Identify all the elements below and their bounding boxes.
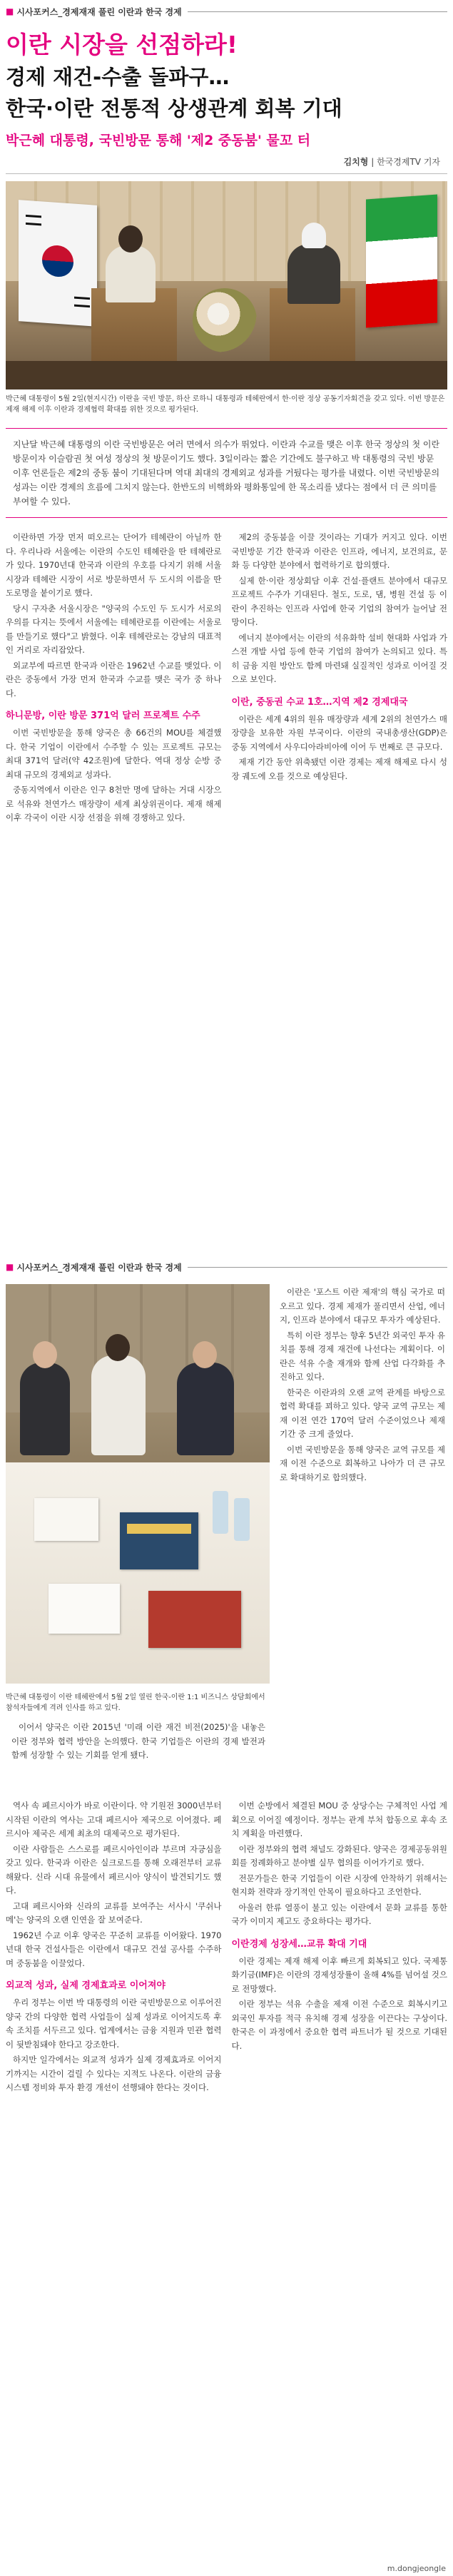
byline-affiliation: 한국경제TV 기자 [377, 157, 440, 167]
paragraph: 고대 페르시아와 신라의 교류를 보여주는 서사시 '쿠쉬나메'는 양국의 오랜 인연을 잘 보여준다. [6, 1900, 222, 1925]
attendee-figure [91, 1355, 146, 1455]
flower-arrangement [193, 288, 257, 352]
business-meeting-photo [6, 1284, 270, 1684]
lead-paragraph: 지난달 박근혜 대통령의 이란 국빈방문은 여러 면에서 의수가 뛰었다. 이란과 수교를 맺은 이후 한국 정상의 첫 이란 방문이자 이슬람권 첫 여성 정상의 첫 방문이기도 했다. 3일이라는 짧은 기간에도 불구하고 박 대통령의 국빈 방문 이후 언론들은 제2의 중동 붐이 기대된다며 역대 최대의 경제외교 성과를 거뒀다는 평가를 내렸다. 이번 국빈방문의 성과는 이란 경제의 흐름에 그치지 않는다. 한반도의 비핵화와 평화통일에 한 목소리를 냈다는 점에서 더 큰 의미를 부여할 수 있다. [6, 428, 447, 518]
iran-flag-icon [366, 195, 437, 328]
subheading: 하니문방, 이란 방문 371억 달러 프로젝트 수주 [6, 711, 200, 721]
section-header-1 [0, 1, 453, 21]
paragraph: 이번 순방에서 체결된 MOU 중 상당수는 구체적인 사업 계획으로 이어질 예정이다. 정부는 관계 부처 합동으로 후속 조치 계획을 마련했다. [231, 1801, 447, 1838]
paragraph: 이란 사람들은 스스로를 페르시아인이라 부르며 자긍심을 갖고 있다. 한국과 이란은 실크로드를 통해 오래전부터 교류해왔다. 신라 시대 유물에서 페르시아 양식이 발견되기도 했다. [6, 1843, 222, 1895]
press-conference-photo [6, 181, 447, 390]
korean-flag-icon [19, 200, 97, 327]
article2-column-top-left [11, 1721, 265, 1764]
paragraph: 하지만 일각에서는 외교적 성과가 실제 경제효과로 이어지기까지는 시간이 걸릴 수 있다는 지적도 나온다. 이란의 금융 시스템 정비와 투자 환경 개선이 선행돼야 한다는 것이다. [6, 2055, 222, 2092]
attendee-figure [177, 1363, 234, 1455]
subheading: 이란경제 성장세…교류 확대 기대 [231, 1938, 367, 1950]
paragraph: 이란은 세계 4위의 원유 매장량과 세계 2위의 천연가스 매장량을 보유한 자원 부국이다. 이란의 국내총생산(GDP)은 중동 지역에서 사우디아라비아에 이어 두 번째로 큰 규모다. [231, 713, 447, 752]
paragraph: 에너지 분야에서는 이란의 석유화학 설비 현대화 사업과 가스전 개발 사업 등에 한국 기업의 참여가 논의되고 있다. 특히 금융 지원 방안도 함께 마련돼 실질적인 성과로 이어질 것으로 보인다. [231, 632, 447, 684]
paragraph: 실제 한·이란 정상회담 이후 건설·플랜트 분야에서 대규모 프로젝트 수주가 기대된다. 철도, 도로, 댐, 병원 건설 등 이란이 추진하는 인프라 사업에 한국 기업의 참여가 늘어날 전망이다. [231, 575, 447, 627]
paragraph: 이란 정부와의 협력 채널도 강화된다. 양국은 경제공동위원회를 정례화하고 분야별 실무 협의를 이어가기로 했다. [231, 1843, 447, 1868]
article2-column-left [6, 1799, 222, 2097]
footer-signature: m.dongjeongle [387, 2564, 446, 2573]
paragraph: 전문가들은 한국 기업들이 이란 시장에 안착하기 위해서는 현지화 전략과 장기적인 안목이 필요하다고 조언한다. [231, 1873, 447, 1897]
paragraph: 이란 경제는 제재 해제 이후 빠르게 회복되고 있다. 국제통화기금(IMF)은 이란의 경제성장률이 올해 4%를 넘어설 것으로 전망했다. [231, 1955, 447, 1994]
photo2-caption: 박근혜 대통령이 이란 테헤란에서 5월 2일 열린 한국-이란 1:1 비즈니스 상담회에서 참석자들에게 격려 인사를 하고 있다. [6, 1694, 265, 1712]
paragraph: 제재 기간 동안 위축됐던 이란 경제는 제재 해제로 다시 성장 궤도에 오를 것으로 예상된다. [231, 757, 447, 781]
section-divider [188, 11, 447, 12]
subheading: 이란, 중동권 수교 1호…지역 제2 경제대국 [231, 696, 408, 708]
headline: 이란 시장을 선점하라! [6, 31, 238, 58]
meeting-table [6, 1462, 270, 1684]
president-rouhani-figure [287, 244, 340, 304]
subheadline-1: 경제 재건-수출 돌파구… [6, 65, 230, 89]
photo1-caption: 박근혜 대통령이 5월 2일(현지시간) 이란을 국빈 방문, 하산 로하니 대통령과 테헤란에서 한·이란 정상 공동기자회견을 갖고 있다. 이번 방문은 제재 해제 이후 이란과 경제협력 확대를 위한 것으로 평가된다. [6, 395, 445, 414]
section-label: 시사포커스_경제재재 풀린 이란과 한국 경제 [16, 1262, 182, 1273]
byline-author: 김치형 [343, 157, 369, 167]
attendee-figure [20, 1363, 70, 1455]
subheadline-2: 한국·이란 전통적 상생관계 회복 기대 [6, 96, 342, 121]
paragraph: 특히 이란 정부는 향후 5년간 외국인 투자 유치를 통해 경제 재건에 나선다는 계획이다. 이란은 석유 수출 재개와 함께 산업 다각화를 추진하고 있다. [280, 1330, 445, 1382]
article2-column-right [232, 1799, 448, 2097]
president-park-figure [106, 245, 156, 302]
article2-column-top-right [280, 1286, 445, 1486]
paragraph: 이번 국빈방문을 통해 양국은 총 66건의 MOU를 체결했다. 한국 기업이 이란에서 수주할 수 있는 프로젝트 규모는 최대 371억 달러(약 42조원)에 달한다. 역대 정상 순방 중 최대 규모의 경제외교 성과다. [6, 728, 222, 780]
section-divider [188, 1267, 447, 1268]
paragraph: 중동지역에서 이란은 인구 8천만 명에 달하는 거대 시장으로 석유와 천연가스 매장량이 세계 최상위권이다. 제재 해제 이후 각국이 이란 시장 선점을 위해 경쟁하고 있다. [6, 785, 222, 823]
paragraph: 외교부에 따르면 한국과 이란은 1962년 수교를 맺었다. 이란은 중동에서 가장 먼저 한국과 수교를 맺은 국가 중 하나다. [6, 660, 222, 698]
paragraph: 아울러 한류 열풍이 불고 있는 이란에서 문화 교류를 통한 국가 이미지 제고도 중요하다는 평가다. [231, 1902, 447, 1926]
paragraph: 한국은 이란과의 오랜 교역 관계를 바탕으로 협력 확대를 꾀하고 있다. 양국 교역 규모는 제재 이전 연간 170억 달러 수준이었으나 제재 기간 중 크게 줄었다. [280, 1387, 445, 1439]
section-chevron-icon: ■ [6, 1262, 14, 1272]
paragraph: 이란하면 가장 먼저 떠오르는 단어가 테헤란이 아닐까 한다. 우리나라 서울에는 이란의 수도인 테헤란을 딴 테헤란로가 있다. 1970년대 한국과 이란의 우호를 다지기 위해 서울시장과 테헤란 시장이 서로 방문하면서 두 도시의 이름을 딴 도로명을 붙이기로 했다. [6, 532, 222, 598]
byline: 김치형 | 한국경제TV 기자 [6, 151, 447, 174]
paragraph: 제2의 중동붐을 이끌 것이라는 기대가 커지고 있다. 이번 국빈방문 기간 한국과 이란은 인프라, 에너지, 보건의료, 문화 등 다양한 분야에서 협력하기로 합의했다. [231, 532, 447, 570]
article1-column-right [232, 531, 448, 1173]
paragraph: 역사 속 페르시아가 바로 이란이다. 약 기원전 3000년부터 시작된 이란의 역사는 고대 페르시아 제국으로 이어졌다. 페르시아 제국은 세계 최초의 대제국으로 평가된다. [6, 1801, 222, 1838]
paragraph: 우리 정부는 이번 박 대통령의 이란 국빈방문으로 이루어진 양국 간의 다양한 협력 사업들이 실제 성과로 이어지도록 후속 조치를 서두르고 있다. 업계에서는 금융 지원과 민관 협력이 뒷받침돼야 한다고 강조한다. [6, 1997, 222, 2050]
section-chevron-icon: ■ [6, 6, 14, 16]
article-body-2 [0, 1799, 453, 2097]
paragraph: 이란 정부는 석유 수출을 제재 이전 수준으로 회복시키고 외국인 투자를 적극 유치해 경제 성장을 이끈다는 구상이다. 한국은 이 과정에서 중요한 협력 파트너가 될 것으로 기대된다. [231, 1999, 447, 2051]
article1-column-left [6, 531, 222, 1173]
article-body-1 [0, 531, 453, 1173]
paragraph: 이번 국빈방문을 통해 양국은 교역 규모를 제재 이전 수준으로 회복하고 나아가 더 큰 규모로 확대하기로 합의했다. [280, 1444, 445, 1482]
section-label: 시사포커스_경제재재 풀린 이란과 한국 경제 [16, 6, 182, 17]
subheading: 외교적 성과, 실제 경제효과로 이어져야 [6, 1980, 166, 1991]
paragraph: 이어서 양국은 이란 2015년 '미래 이란 재건 비전(2025)'을 내놓은 이란 정부와 협력 방안을 논의했다. 한국 기업들은 이란의 경제 발전과 함께 성장할 수 있는 기회를 얻게 됐다. [11, 1722, 265, 1760]
paragraph: 1962년 수교 이후 양국은 꾸준히 교류를 이어왔다. 1970년대 한국 건설사들은 이란에서 대규모 건설 공사를 수주하며 중동붐을 이끌었다. [6, 1930, 222, 1968]
paragraph: 당시 구자춘 서울시장은 "양국의 수도인 두 도시가 서로의 우의를 다지는 뜻에서 서울에는 테헤란로를 이란에는 서울로를 만들기로 했다"고 밝혔다. 이후 테헤란로는 강남의 대표적인 거리로 자리잡았다. [6, 603, 222, 655]
section-header-2 [0, 1257, 453, 1277]
subheadline-3: 박근혜 대통령, 국빈방문 통해 '제2 중동붐' 물꼬 터 [6, 133, 311, 148]
paragraph: 이란은 '포스트 이란 제재'의 핵심 국가로 떠오르고 있다. 경제 제재가 풀리면서 산업, 에너지, 인프라 분야에서 대규모 투자가 예상된다. [280, 1287, 445, 1325]
